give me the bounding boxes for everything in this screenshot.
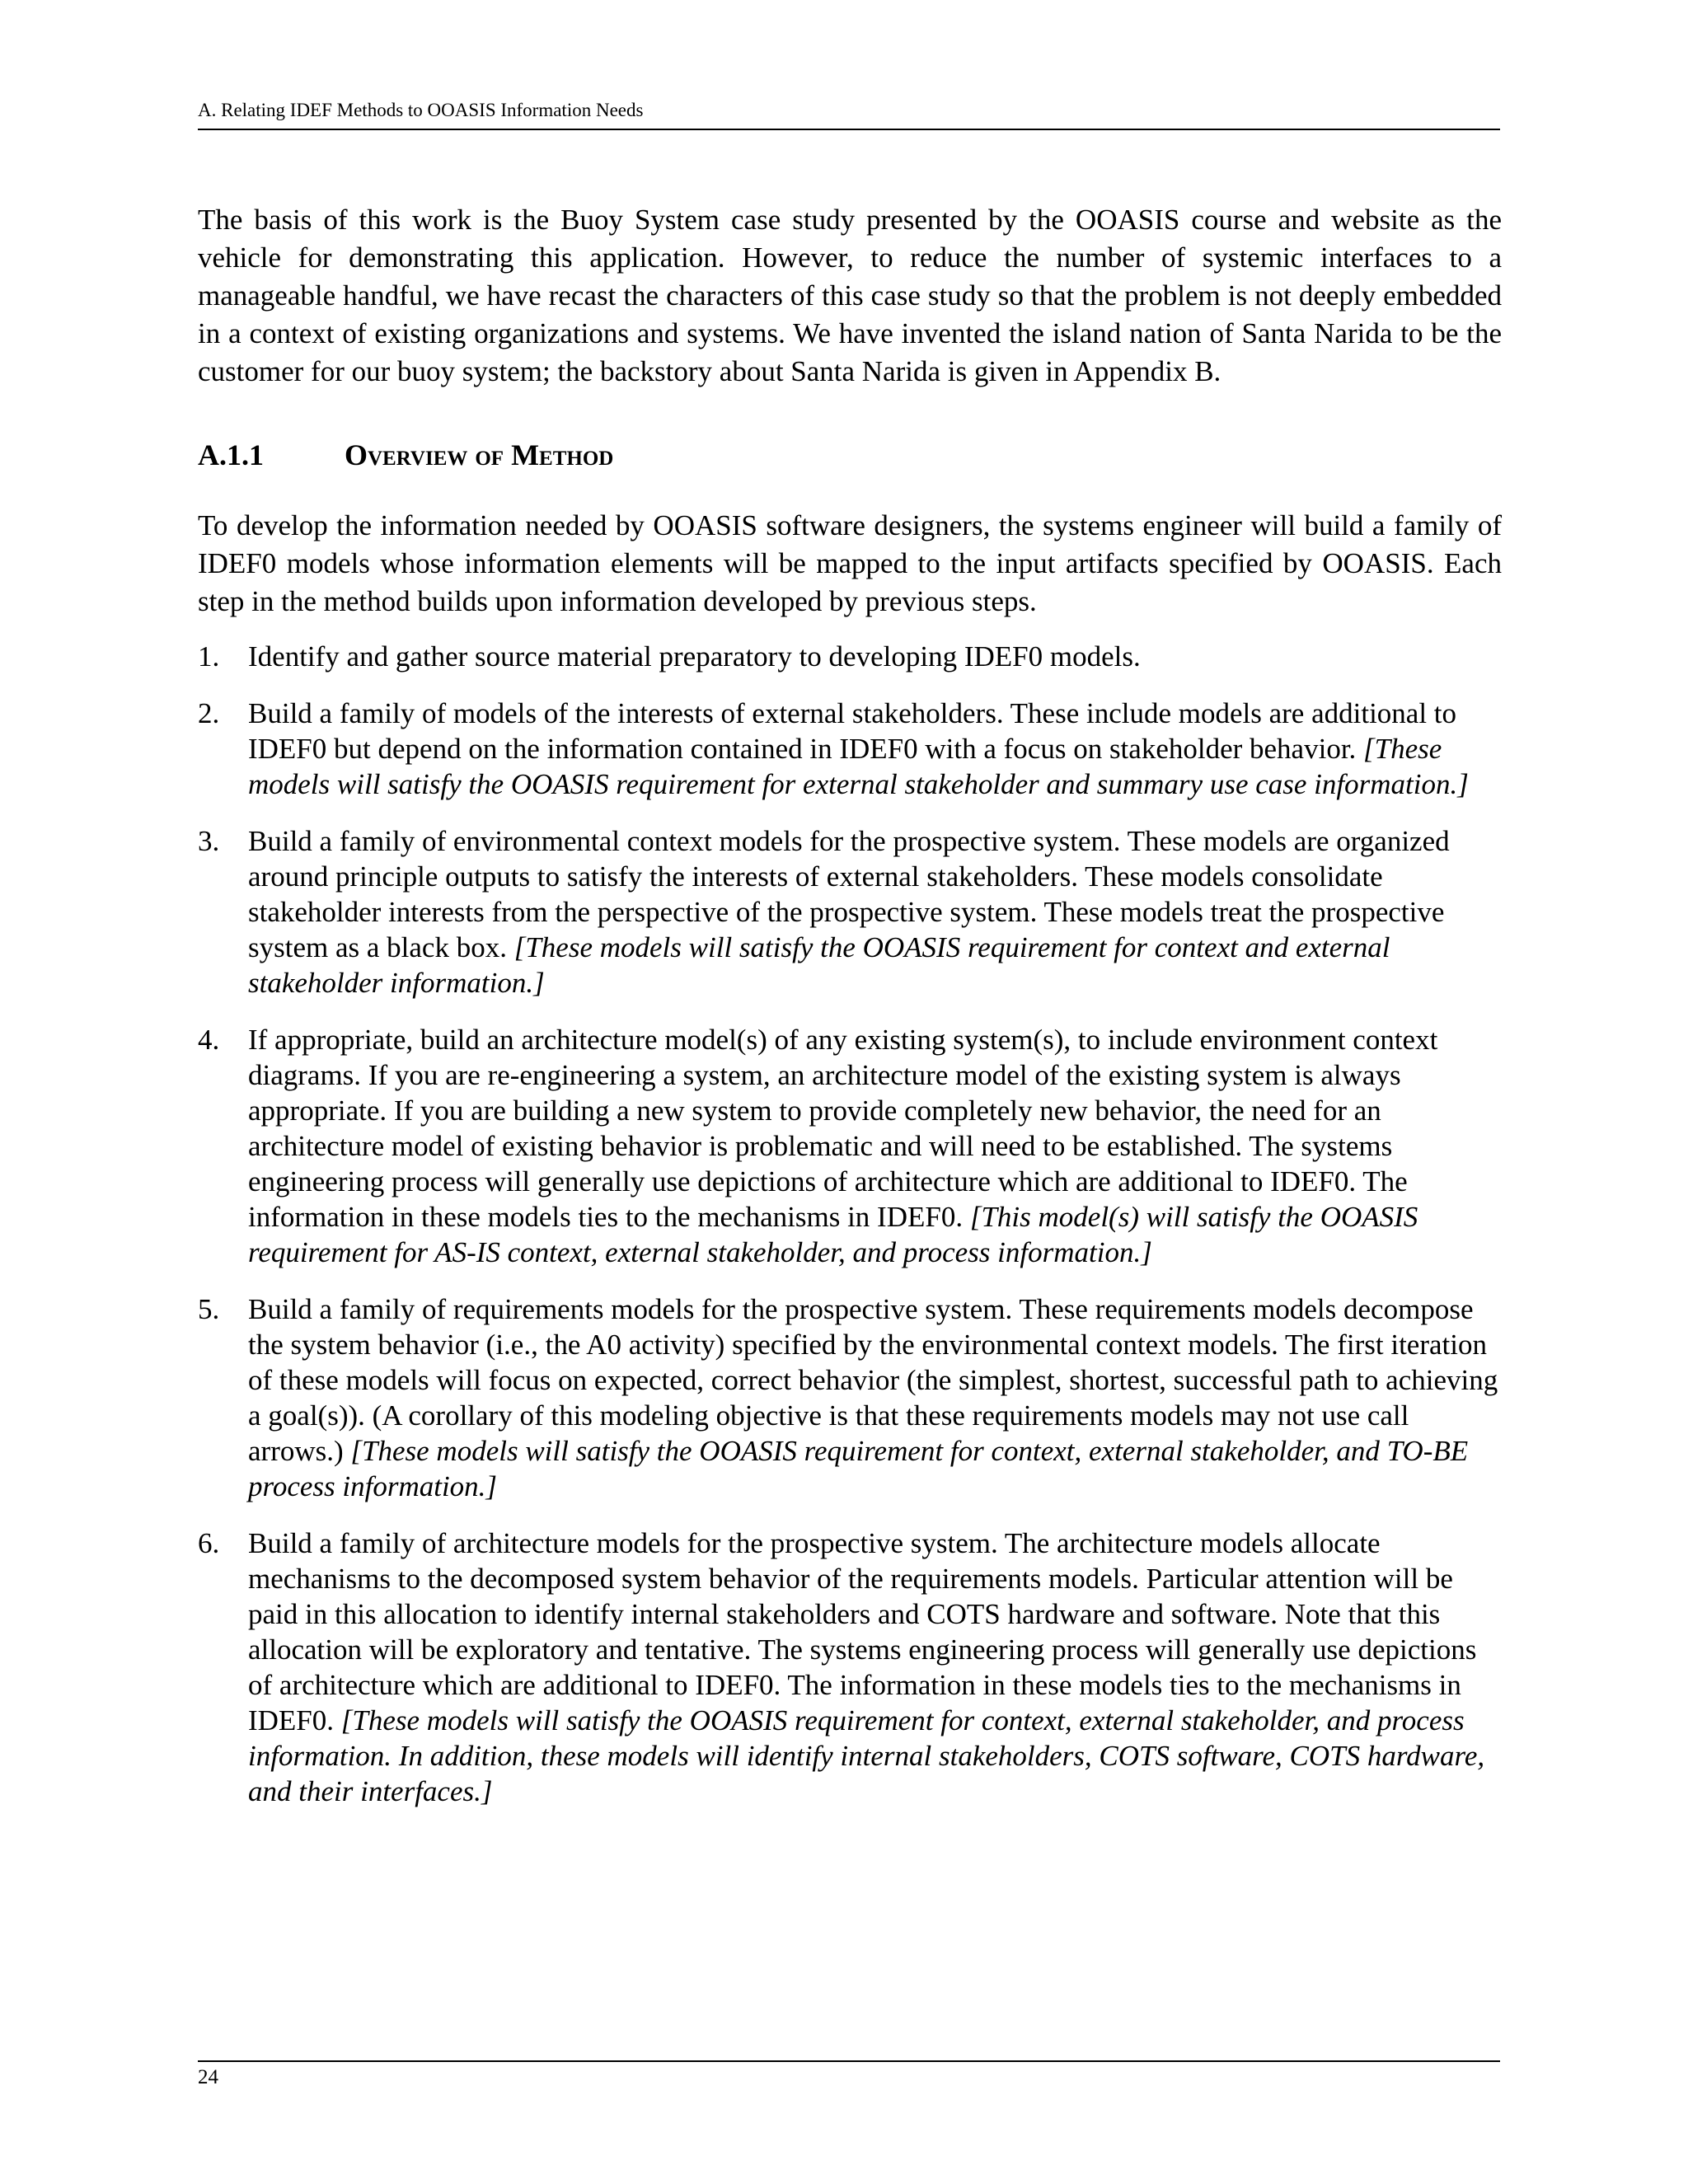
step-text xyxy=(248,823,1502,1001)
step-number: 3. xyxy=(198,825,220,857)
section-heading xyxy=(198,436,1502,474)
step-number: 6. xyxy=(198,1527,220,1559)
step-body: Build a family of models of the interests of external stakeholders. These include models are additional to IDEF0 but depend on the information contained in IDEF0 with a focus on stakeholder behavior. xyxy=(248,697,1457,765)
step-body: If appropriate, build an architecture model(s) of any existing system(s), to include environment context diagrams. If you are re-engineering a system, an architecture model of the existing system is always appropriate. If you are building a new system to provide completely new behavior, the need for an architecture model of existing behavior is problematic and will need to be established. The systems engineering process will generally use depictions of architecture which are additional to IDEF0. The information in these models ties to the mechanisms in IDEF0. xyxy=(248,1024,1438,1233)
method-steps-list xyxy=(198,639,1502,1809)
step-number: 2. xyxy=(198,697,220,729)
step-body: Build a family of architecture models for the prospective system. The architecture models allocate mechanisms to the decomposed system behavior of the requirements models. Particular attention will be paid in this allocation to identify internal stakeholders and COTS hardware and software. Note that this allocation will be exploratory and tentative. The systems engineering process will generally use depictions of architecture which are additional to IDEF0. The information in these models ties to the mechanisms in IDEF0. xyxy=(248,1527,1477,1736)
list-item xyxy=(198,1291,1502,1504)
step-number: 1. xyxy=(198,640,220,673)
step-number: 4. xyxy=(198,1024,220,1056)
step-text xyxy=(248,696,1502,802)
footer-rule xyxy=(198,2060,1500,2062)
step-note: [These models will satisfy the OOASIS requirement for context and external stakeholder information.] xyxy=(248,931,1390,999)
section-number: A.1.1 xyxy=(198,438,264,471)
running-header-title: A. Relating IDEF Methods to OOASIS Information Needs xyxy=(198,100,644,120)
list-item xyxy=(198,1526,1502,1809)
step-text xyxy=(248,1291,1502,1504)
list-item xyxy=(198,639,1502,674)
step-text xyxy=(248,1526,1502,1809)
step-text xyxy=(248,1022,1502,1270)
list-item xyxy=(198,696,1502,802)
page-number: 24 xyxy=(198,2066,218,2088)
intro-paragraph: The basis of this work is the Buoy System case study presented by the OOASIS course and website as the vehicle for demonstrating this application. However, to reduce the number of systemic interfaces to a manageable handful, we have recast the characters of this case study so that the problem is not deeply embedded in a context of existing organizations and systems. We have invented the island nation of Santa Narida to be the customer for our buoy system; the backstory about Santa Narida is given in Appendix B. xyxy=(198,204,1502,387)
list-item xyxy=(198,1022,1502,1270)
running-header xyxy=(198,99,1500,130)
step-body: Build a family of environmental context models for the prospective system. These models are organized around principle outputs to satisfy the interests of external stakeholders. These models consolidate stakeholder interests from the perspective of the prospective system. These models treat the prospective system as a black box. xyxy=(248,825,1450,963)
step-note: [This model(s) will satisfy the OOASIS requirement for AS-IS context, external stakeholder, and process information.] xyxy=(248,1201,1418,1268)
step-body: Identify and gather source material preparatory to developing IDEF0 models. xyxy=(248,640,1141,673)
step-body: Build a family of requirements models for the prospective system. These requirements models decompose the system behavior (i.e., the A0 activity) specified by the environmental context models. The first iteration of these models will focus on expected, correct behavior (the simplest, shortest, successful path to achieving a goal(s)). (A corollary of this modeling objective is that these requirements models may not use call arrows.) xyxy=(248,1293,1498,1467)
section-intro-paragraph: To develop the information needed by OOASIS software designers, the systems engineer will build a family of IDEF0 models whose information elements will be mapped to the input artifacts specified by OOASIS. Each step in the method builds upon information developed by previous steps. xyxy=(198,509,1502,617)
section-title: Overview of Method xyxy=(345,438,614,471)
step-note: [These models will satisfy the OOASIS requirement for context, external stakeholder, and process information. In addition, these models will identify internal stakeholders, COTS software, COTS hardware, and their interfaces.] xyxy=(248,1704,1485,1807)
list-item xyxy=(198,823,1502,1001)
step-text xyxy=(248,639,1502,674)
step-note: [These models will satisfy the OOASIS requirement for external stakeholder and summary use case information.] xyxy=(248,733,1469,800)
step-note: [These models will satisfy the OOASIS requirement for context, external stakeholder, and TO-BE process information.] xyxy=(248,1435,1469,1502)
step-number: 5. xyxy=(198,1293,220,1325)
page-body xyxy=(198,201,1502,1830)
